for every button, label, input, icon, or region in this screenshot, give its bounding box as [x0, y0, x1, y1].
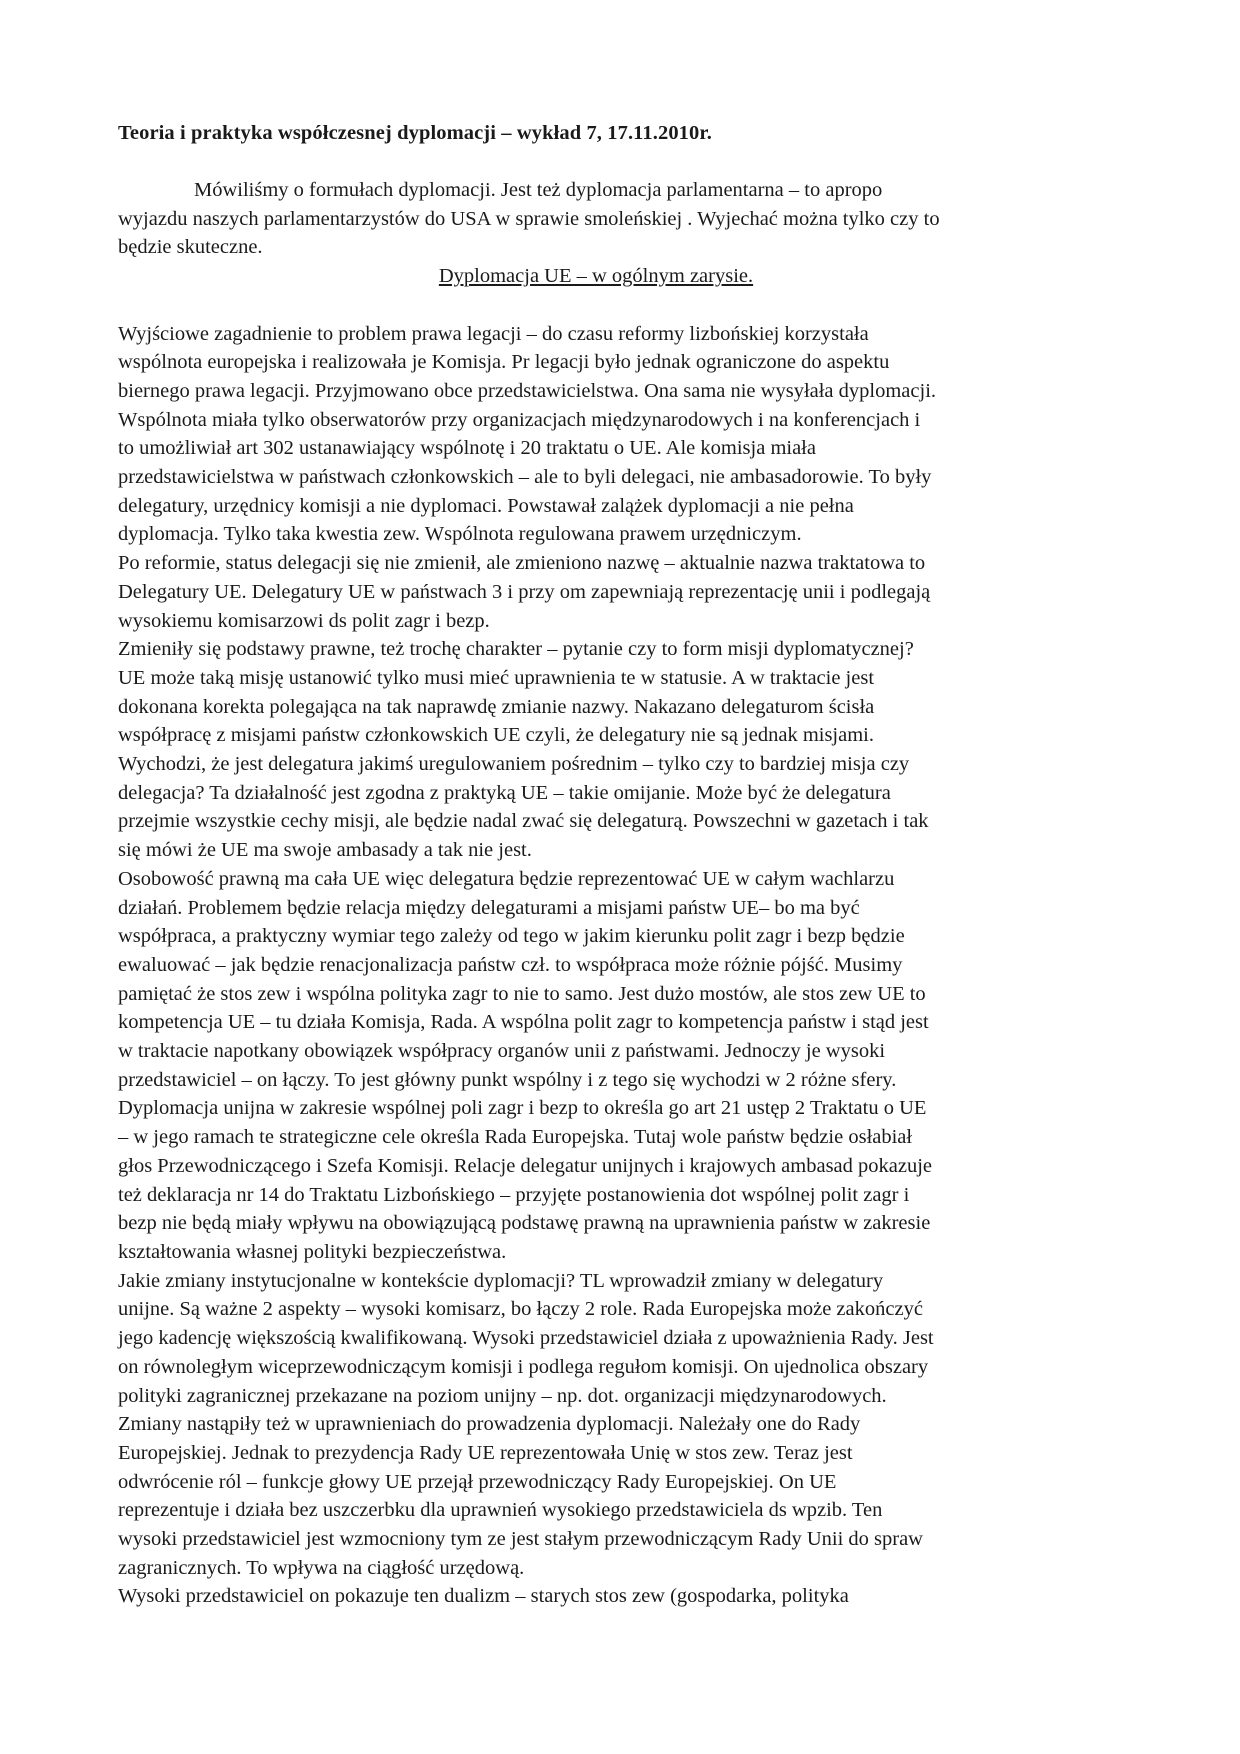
body-line: Wychodzi, że jest delegatura jakimś uregulowaniem pośrednim – tylko czy to bardziej misja czy	[118, 753, 910, 776]
body-line: przedstawicielstwa w państwach członkowskich – ale to byli delegaci, nie ambasadorowie. To były	[118, 466, 932, 489]
body-line: Zmieniły się podstawy prawne, też trochę charakter – pytanie czy to form misji dyplomatycznej?	[118, 638, 914, 661]
body-line: działań. Problemem będzie relacja między delegaturami a misjami państw UE– bo ma być	[118, 896, 860, 919]
body-line: Osobowość prawną ma cała UE więc delegatura będzie reprezentować UE w całym wachlarzu	[118, 867, 895, 890]
body-line: reprezentuje i działa bez uszczerbku dla uprawnień wysokiego przedstawiciela ds wpzib. Ten	[118, 1499, 883, 1522]
body-line: przejmie wszystkie cechy misji, ale będzie nadal zwać się delegaturą. Powszechni w gazetach i tak	[118, 810, 929, 833]
body-line: biernego prawa legacji. Przyjmowano obce przedstawicielstwa. Ona sama nie wysyłała dyplomacji.	[118, 379, 937, 402]
body-lines	[118, 320, 1126, 1612]
body-line: kształtowania własnej polityki bezpieczeństwa.	[118, 1241, 507, 1263]
body-line: dyplomacja. Tylko taka kwestia zew. Wspólnota regulowana prawem urzędniczym.	[118, 523, 802, 546]
body-line: Po reformie, status delegacji się nie zmienił, ale zmieniono nazwę – aktualnie nazwa traktatowa to	[118, 552, 926, 575]
body-line: on równoległym wiceprzewodniczącym komisji i podlega regułom komisji. On ujednolica obszary	[118, 1355, 929, 1378]
intro-line: wyjazdu naszych parlamentarzystów do USA w sprawie smoleńskiej . Wyjechać można tylko czy to	[118, 207, 940, 230]
body-line: to umożliwiał art 302 ustanawiający wspólnotę i 20 traktatu o UE. Ale komisja miała	[118, 437, 816, 460]
body-line: współpracę z misjami państw członkowskich UE czyli, że delegatury nie są jednak misjami.	[118, 724, 874, 747]
body-line: wysoki przedstawiciel jest wzmocniony tym ze jest stałym przewodniczącym Rady Unii do spraw	[118, 1528, 923, 1551]
document-title: Teoria i praktyka współczesnej dyplomacji – wykład 7, 17.11.2010r.	[118, 122, 712, 144]
body-line: Wyjściowe zagadnienie to problem prawa legacji – do czasu reformy lizbońskiej korzystała	[118, 322, 869, 345]
body-line: kompetencja UE – tu działa Komisja, Rada. A wspólna polit zagr to kompetencja państw i stąd jest	[118, 1011, 929, 1034]
body-line: ewaluować – jak będzie renacjonalizacja państw czł. to współpraca może różnie pójść. Musimy	[118, 953, 903, 976]
body-line: wysokiemu komisarzowi ds polit zagr i bezp.	[118, 609, 490, 632]
body-line: Wspólnota miała tylko obserwatorów przy organizacjach międzynarodowych i na konferencjach i	[118, 408, 921, 431]
body-line: też deklaracja nr 14 do Traktatu Lizbońskiego – przyjęte postanowienia dot wspólnej polit zagr i	[118, 1183, 910, 1206]
body-line: – w jego ramach te strategiczne cele określa Rada Europejska. Tutaj wole państw będzie osłabiał	[118, 1126, 913, 1149]
document-body	[118, 176, 1126, 1611]
body-line: wspólnota europejska i realizowała je Komisja. Pr legacji było jednak ograniczone do aspektu	[118, 351, 890, 374]
body-line: odwrócenie ról – funkcje głowy UE przejął przewodniczący Rady Europejskiej. On UE	[118, 1470, 837, 1493]
body-line: UE może taką misję ustanowić tylko musi mieć uprawnienia te w statusie. A w traktacie jest	[118, 666, 875, 689]
body-line: bezp nie będą miały wpływu na obowiązującą podstawę prawną na uprawnienia państw w zakresie	[118, 1212, 931, 1235]
body-line: zagranicznych. To wpływa na ciągłość urzędową.	[118, 1556, 525, 1579]
body-line: Zmiany nastąpiły też w uprawnieniach do prowadzenia dyplomacji. Należały one do Rady	[118, 1413, 861, 1436]
body-line: unijne. Są ważne 2 aspekty – wysoki komisarz, bo łączy 2 role. Rada Europejska może zakończyć	[118, 1298, 923, 1321]
section-heading-text: Dyplomacja UE – w ogólnym zarysie.	[438, 265, 754, 288]
body-line: głos Przewodniczącego i Szefa Komisji. Relacje delegatur unijnych i krajowych ambasad pokazuje	[118, 1154, 933, 1177]
body-line: się mówi że UE ma swoje ambasady a tak nie jest.	[118, 839, 532, 862]
paragraph-spacer	[146, 291, 1126, 320]
body-line: Delegatury UE. Delegatury UE w państwach 3 i przy om zapewniają reprezentację unii i podlegają	[118, 580, 931, 603]
body-line: Dyplomacja unijna w zakresie wspólnej poli zagr i bezp to określa go art 21 ustęp 2 Traktatu o UE	[118, 1097, 927, 1120]
body-line: delegacja? Ta działalność jest zgodna z praktyką UE – takie omijanie. Może być że delegatura	[118, 781, 891, 804]
body-line: pamiętać że stos zew i wspólna polityka zagr to nie to samo. Jest dużo mostów, ale stos zew UE to	[118, 982, 926, 1005]
body-line: delegatury, urzędnicy komisji a nie dyplomaci. Powstawał zalążek dyplomacji a nie pełna	[118, 494, 854, 517]
section-heading	[146, 262, 1126, 291]
body-line: Europejskiej. Jednak to prezydencja Rady UE reprezentowała Unię w stos zew. Teraz jest	[118, 1441, 853, 1464]
body-line: dokonana korekta polegająca na tak naprawdę zmianie nazwy. Nakazano delegaturom ścisła	[118, 695, 875, 718]
body-line: jego kadencję większością kwalifikowaną. Wysoki przedstawiciel działa z upoważnienia Rady. Jest	[118, 1327, 934, 1350]
body-line: Wysoki przedstawiciel on pokazuje ten dualizm – starych stos zew (gospodarka, polityka	[118, 1585, 849, 1608]
body-line: przedstawiciel – on łączy. To jest główny punkt wspólny i z tego się wychodzi w 2 różne sfery.	[118, 1068, 897, 1091]
intro-line: będzie skuteczne.	[118, 236, 263, 259]
body-line: Jakie zmiany instytucjonalne w kontekście dyplomacji? TL wprowadził zmiany w delegatury	[118, 1269, 884, 1292]
body-line: w traktacie napotkany obowiązek współpracy organów unii z państwami. Jednoczy je wysoki	[118, 1040, 886, 1063]
body-line: polityki zagranicznej przekazane na poziom unijny – np. dot. organizacji międzynarodowych.	[118, 1384, 887, 1407]
body-line: współpraca, a praktyczny wymiar tego zależy od tego w jakim kierunku polit zagr i bezp będzie	[118, 925, 905, 948]
intro-line: Mówiliśmy o formułach dyplomacji. Jest też dyplomacja parlamentarna – to apropo	[194, 179, 883, 201]
